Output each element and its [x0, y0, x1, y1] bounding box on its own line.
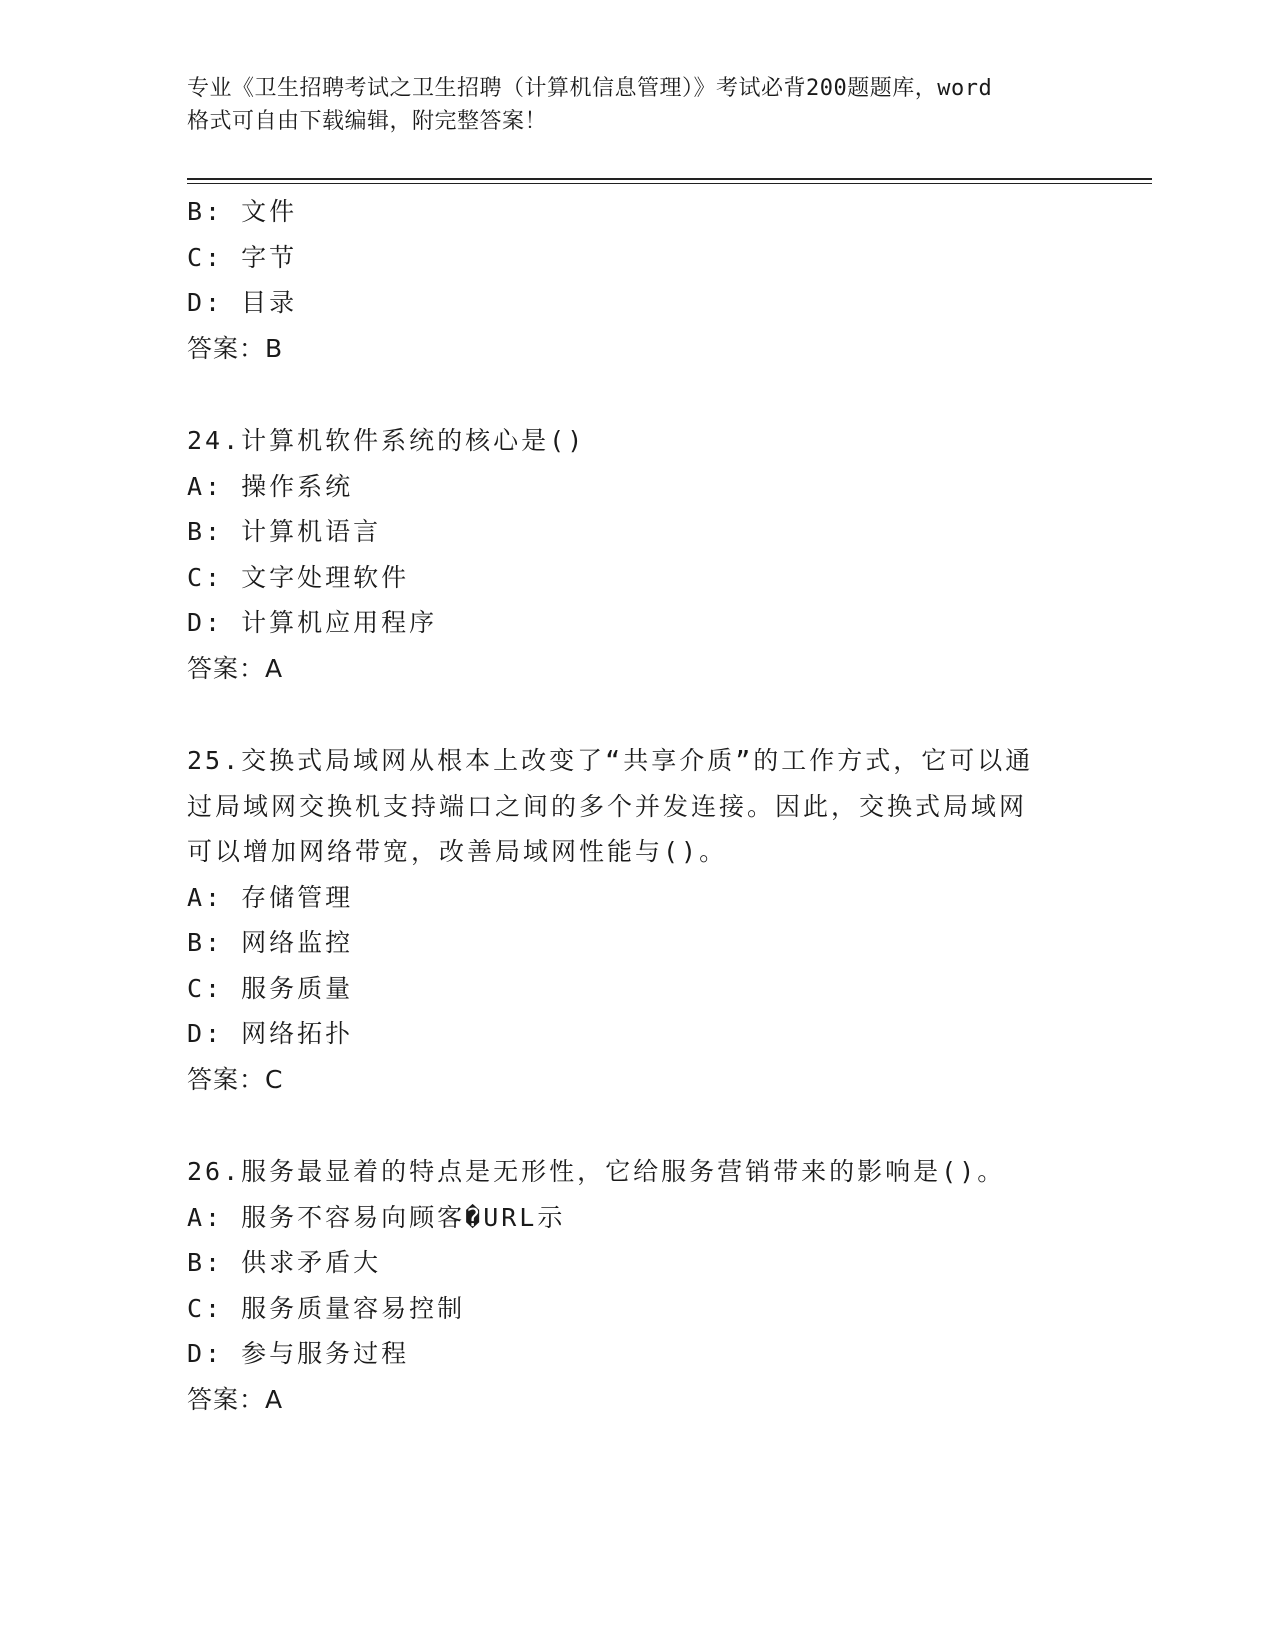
question-stem: 24.计算机软件系统的核心是() [187, 426, 586, 455]
option-c: C: 服务质量 [187, 973, 354, 1003]
header-line-2: 格式可自由下载编辑，附完整答案！ [187, 109, 548, 134]
question-continued [187, 189, 1087, 371]
document-header [187, 72, 1087, 138]
answer-line: 答案：B [187, 333, 284, 363]
option-c: C: 服务质量容易控制 [187, 1293, 466, 1323]
question-stem: 26.服务最显着的特点是无形性，它给服务营销带来的影响是()。 [187, 1157, 1006, 1186]
header-divider-thin [187, 183, 1152, 184]
header-line-1: 专业《卫生招聘考试之卫生招聘（计算机信息管理）》考试必背200题题库，word [187, 76, 993, 101]
header-divider-thick [187, 178, 1152, 180]
option-a: A: 服务不容易向顾客�URL示 [187, 1202, 566, 1232]
option-b: B: 网络监控 [187, 928, 354, 957]
answer-line: 答案：A [187, 653, 284, 683]
question-25 [187, 738, 1087, 1102]
option-c: C: 字节 [187, 242, 298, 272]
option-b: B: 文件 [187, 197, 298, 226]
question-stem-line-1: 25.交换式局域网从根本上改变了“共享介质”的工作方式，它可以通 [187, 746, 1034, 775]
question-24 [187, 418, 1087, 691]
option-a: A: 存储管理 [187, 882, 354, 912]
option-d: D: 目录 [187, 288, 298, 317]
option-d: D: 网络拓扑 [187, 1019, 354, 1048]
option-a: A: 操作系统 [187, 471, 354, 501]
question-list [187, 189, 1087, 1422]
question-stem-line-3: 可以增加网络带宽，改善局域网性能与()。 [187, 837, 728, 866]
option-b: B: 供求矛盾大 [187, 1248, 382, 1277]
answer-line: 答案：C [187, 1064, 284, 1094]
option-c: C: 文字处理软件 [187, 562, 410, 592]
answer-line: 答案：A [187, 1384, 284, 1414]
option-d: D: 参与服务过程 [187, 1339, 410, 1368]
option-b: B: 计算机语言 [187, 517, 382, 546]
option-d: D: 计算机应用程序 [187, 608, 438, 637]
question-stem-line-2: 过局域网交换机支持端口之间的多个并发连接。因此，交换式局域网 [187, 791, 1028, 821]
question-26 [187, 1149, 1087, 1422]
